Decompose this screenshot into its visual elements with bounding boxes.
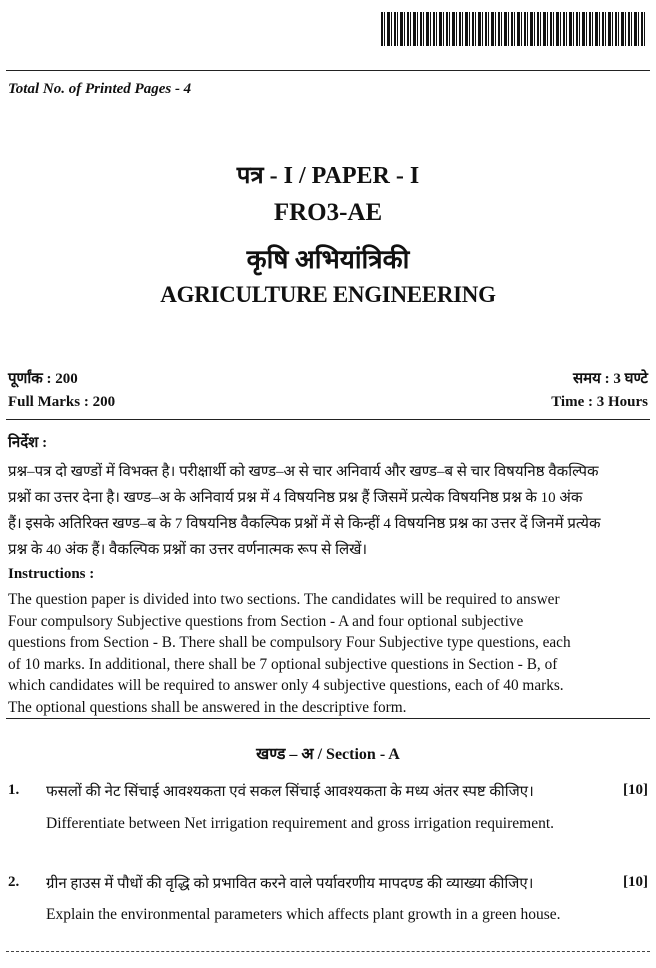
question-hindi: फसलों की नेट सिंचाई आवश्यकता एवं सकल सिंचाई आवश्यकता के मध्य अंतर स्पष्ट कीजिए। [46,784,534,800]
question-number: 1. [8,782,20,798]
subject-english: AGRICULTURE ENGINEERING [160,282,496,307]
printed-pages-label: Total No. of Printed Pages - 4 [8,81,192,97]
instruction-hindi-line: प्रश्न–पत्र दो खण्डों में विभक्त है। परीक्षार्थी को खण्ड–अ से चार अनिवार्य और खण्ड–ब से चार विषयनिष्ठ वैकल्पिक [8,464,599,480]
instructions-english [8,589,648,718]
marks-row-hindi [8,368,648,388]
bottom-divider [6,951,650,952]
instructions-divider [6,718,650,719]
instruction-english-line: Four compulsory Subjective questions from Section - A and four optional subjective [8,612,524,630]
instruction-english-line: questions from Section - B. There shall be compulsory Four Subjective type questions, each [8,634,571,651]
top-divider [6,70,650,71]
question-number: 2. [8,874,20,890]
time-hindi: समय : 3 घण्टे [573,371,648,387]
instruction-english-line: The optional questions shall be answered in the descriptive form. [8,698,407,716]
question-hindi: ग्रीन हाउस में पौधों की वृद्धि को प्रभावित करने वाले पर्यावरणीय मापदण्ड की व्याख्या कीजिए। [46,876,534,892]
instructions-english-heading: Instructions : [8,566,95,582]
instruction-hindi-line: प्रश्न के 40 अंक हैं। वैकल्पिक प्रश्नों का उत्तर वर्णनात्मक रूप से लिखें। [8,542,368,558]
instruction-english-line: of 10 marks. In additional, there shall be 7 optional subjective questions in Section - B, of [8,655,558,673]
instruction-hindi-line: हैं। इसके अतिरिक्त खण्ड–ब के 7 विषयनिष्ठ वैकल्पिक प्रश्नों में से किन्हीं 4 विषयनिष्ठ प्रश्न का उत्तर दें जिनमें प्रत्येक [8,516,601,532]
instruction-english-line: which candidates will be required to answer only 4 subjective questions, each of 40 marks. [8,677,564,694]
section-heading: खण्ड – अ / Section - A [256,746,400,763]
full-marks-hindi: पूर्णांक : 200 [8,371,78,387]
instruction-hindi-line: प्रश्नों का उत्तर देना है। खण्ड–अ के अनिवार्य प्रश्न में 4 विषयनिष्ठ प्रश्न हैं जिसमें प्रत्येक विषयनिष्ठ प्रश्न के 10 अंक [8,490,583,506]
question-english: Explain the environmental parameters which affects plant growth in a green house. [46,906,561,923]
barcode [381,12,645,46]
paper-title: पत्र - I / PAPER - I [236,163,420,189]
time: Time : 3 Hours [551,394,648,410]
marks-divider [6,419,650,420]
paper-code: FRO3-AE [273,199,383,226]
instructions-hindi [8,459,648,563]
question-english: Differentiate between Net irrigation requirement and gross irrigation requirement. [46,815,555,832]
instruction-english-line: The question paper is divided into two sections. The candidates will be required to answer [8,591,560,608]
marks-row-english [8,394,648,411]
subject-hindi: कृषि अभियांत्रिकी [246,245,410,274]
instructions-hindi-heading: निर्देश : [8,435,48,451]
question-marks: [10] [623,874,648,890]
full-marks: Full Marks : 200 [8,394,116,410]
question-marks: [10] [623,782,648,798]
